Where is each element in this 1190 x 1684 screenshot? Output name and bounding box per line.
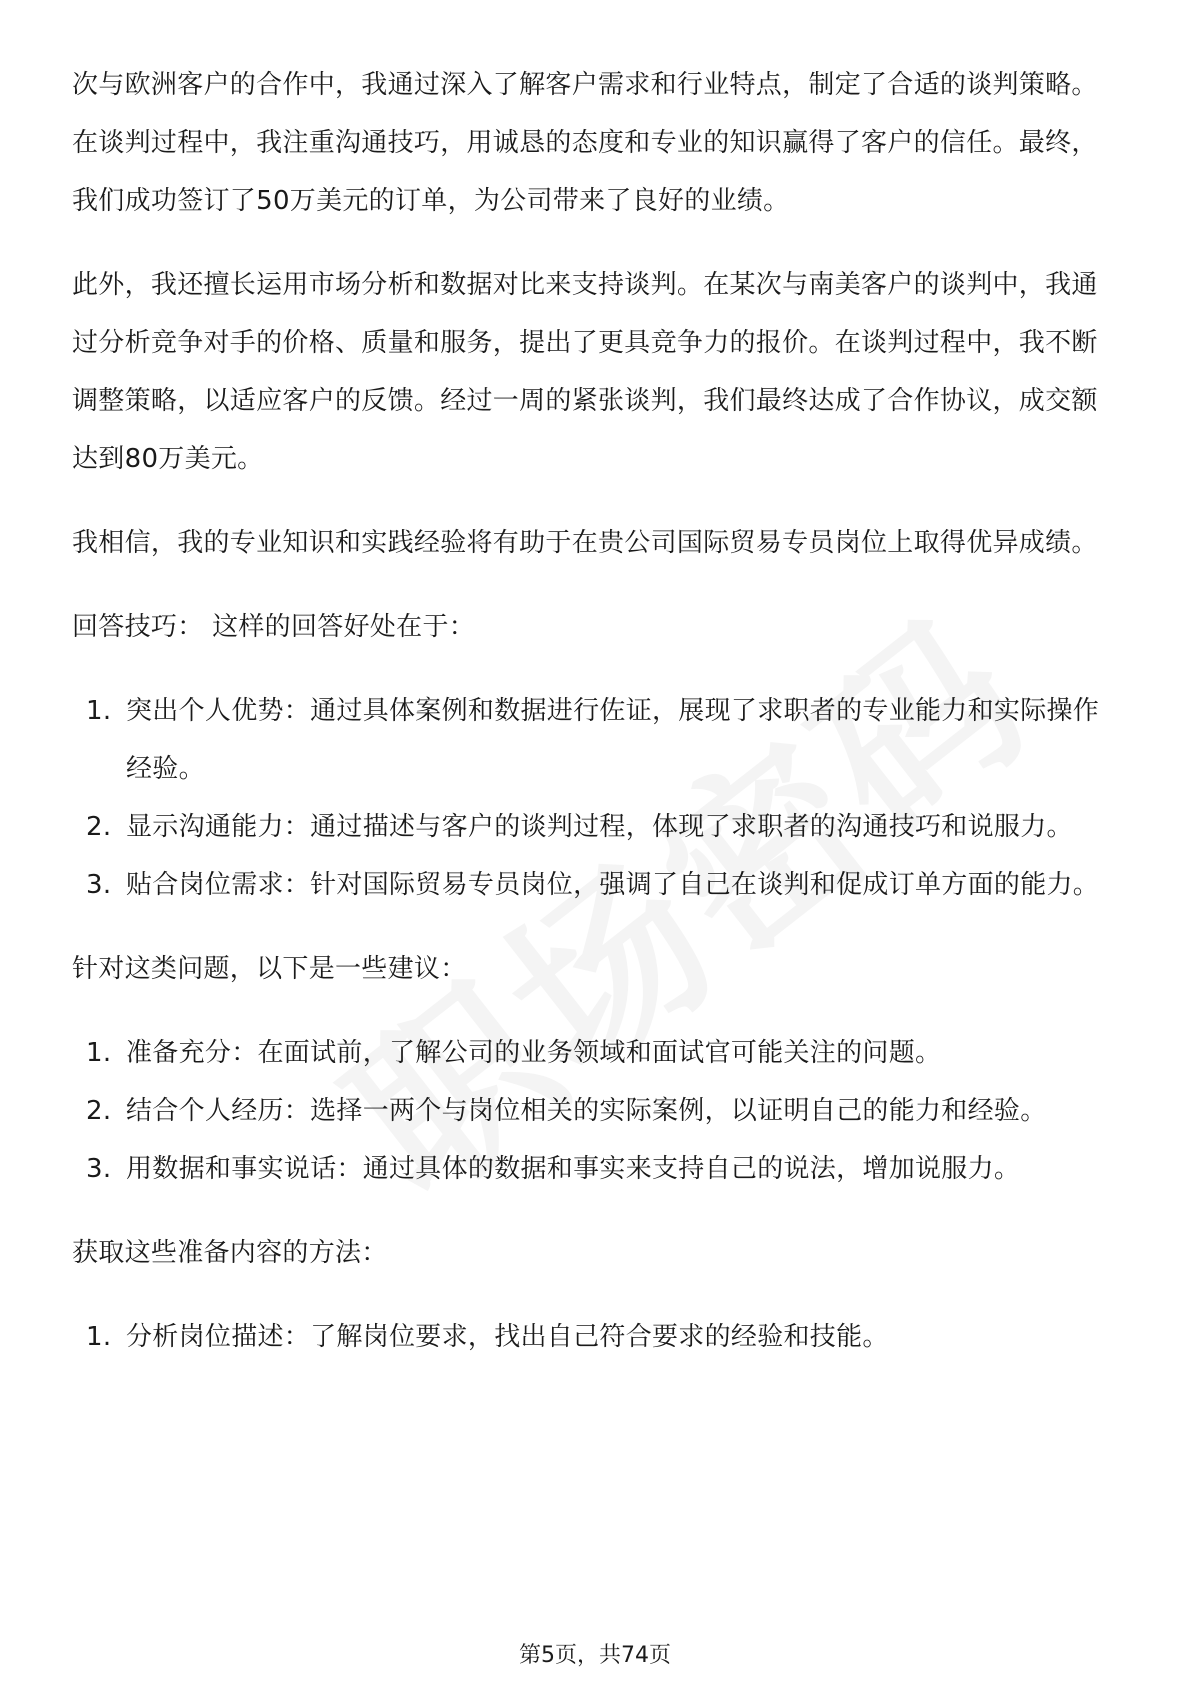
list-item-text: 准备充分：在面试前，了解公司的业务领域和面试官可能关注的问题。 xyxy=(126,1038,942,1068)
answer-tips-list xyxy=(72,682,1122,914)
list-item xyxy=(72,798,1122,856)
page-footer: 第5页，共74页 xyxy=(519,1643,671,1668)
list-item xyxy=(72,1308,1122,1366)
methods-list xyxy=(72,1308,1122,1366)
list-item-text: 分析岗位描述：了解岗位要求，找出自己符合要求的经验和技能。 xyxy=(126,1322,889,1352)
suggestions-list xyxy=(72,1024,1122,1198)
list-number: 2. xyxy=(86,812,112,842)
list-item xyxy=(72,856,1122,914)
heading-answer-tips: 回答技巧： 这样的回答好处在于： xyxy=(72,612,476,642)
list-number: 1. xyxy=(86,696,112,726)
paragraph-market-analysis: 此外，我还擅长运用市场分析和数据对比来支持谈判。在某次与南美客户的谈判中，我通过分析竞争对手的价格、质量和服务，提出了更具竞争力的报价。在谈判过程中，我不断调整策略，以适应客户的反馈。经过一周的紧张谈判，我们最终达成了合作协议，成交额达到80万美元。 xyxy=(72,270,1098,474)
list-item-text: 用数据和事实说话：通过具体的数据和事实来支持自己的说法，增加说服力。 xyxy=(126,1154,1021,1184)
list-item xyxy=(72,1024,1122,1082)
list-item-text: 显示沟通能力：通过描述与客户的谈判过程，体现了求职者的沟通技巧和说服力。 xyxy=(126,812,1073,842)
list-number: 3. xyxy=(86,1154,112,1184)
list-number: 3. xyxy=(86,870,112,900)
list-number: 1. xyxy=(86,1038,112,1068)
page-content xyxy=(72,56,1122,1392)
paragraph-conclusion: 我相信，我的专业知识和实践经验将有助于在贵公司国际贸易专员岗位上取得优异成绩。 xyxy=(72,528,1098,558)
list-item-text: 结合个人经历：选择一两个与岗位相关的实际案例，以证明自己的能力和经验。 xyxy=(126,1096,1047,1126)
list-item xyxy=(72,1082,1122,1140)
paragraph-europe-client: 次与欧洲客户的合作中，我通过深入了解客户需求和行业特点，制定了合适的谈判策略。在谈判过程中，我注重沟通技巧，用诚恳的态度和专业的知识赢得了客户的信任。最终，我们成功签订了50万美元的订单，为公司带来了良好的业绩。 xyxy=(72,70,1098,216)
heading-suggestions: 针对这类问题，以下是一些建议： xyxy=(72,954,467,984)
list-item xyxy=(72,1140,1122,1198)
list-number: 2. xyxy=(86,1096,112,1126)
list-number: 1. xyxy=(86,1322,112,1352)
list-item-text: 突出个人优势：通过具体案例和数据进行佐证，展现了求职者的专业能力和实际操作经验。 xyxy=(126,696,1100,784)
heading-methods: 获取这些准备内容的方法： xyxy=(72,1238,388,1268)
list-item xyxy=(72,682,1122,798)
list-item-text: 贴合岗位需求：针对国际贸易专员岗位，强调了自己在谈判和促成订单方面的能力。 xyxy=(126,870,1100,900)
